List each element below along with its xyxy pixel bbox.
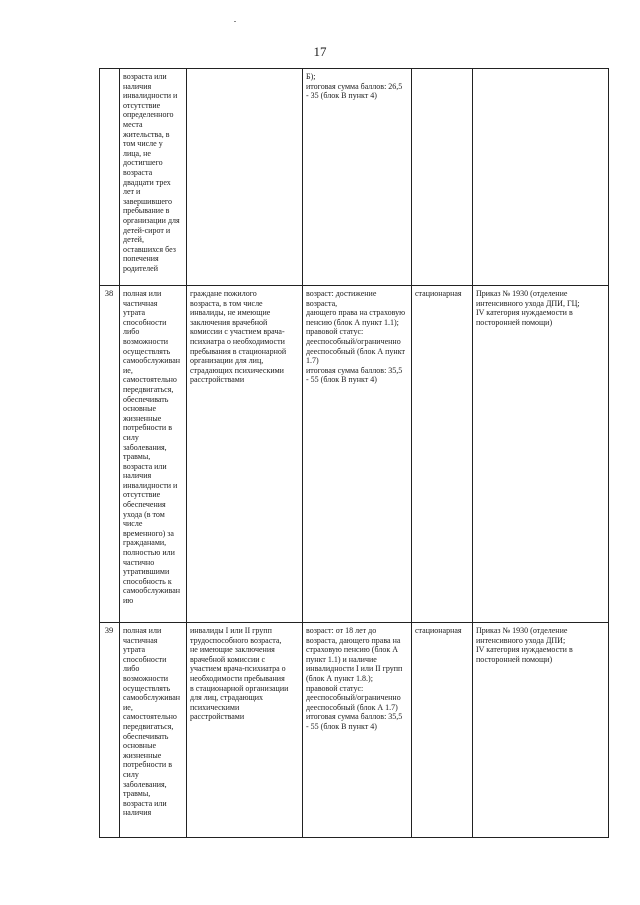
- row-number: 38: [100, 286, 120, 623]
- scan-speck: [234, 21, 236, 22]
- table-row: [100, 286, 609, 623]
- page-number: 17: [313, 44, 327, 59]
- table-row: [100, 623, 609, 838]
- category-cell: граждане пожилого возраста, в том числе инвалиды, не имеющие заключения врачебной комиссии с участием врача- психиатра о необходимости пребывания в стационарной организации для лиц, страдающих психическими расстройствами: [187, 286, 303, 623]
- category-cell: [187, 69, 303, 286]
- form-cell: стационарная: [412, 286, 473, 623]
- form-cell: стационарная: [412, 623, 473, 838]
- category-cell: инвалиды I или II групп трудоспособного возраста, не имеющие заключения врачебной комиссии с участием врача-психиатра о необходимости пребывания в стационарной организации для лиц, страдающих психическими расстройствами: [187, 623, 303, 838]
- criterion-cell: полная или частичная утрата способности либо возможности осуществлять самообслуживан ие, самостоятельно передвигаться, обеспечивать основные жизненные потребности в силу заболевания, травмы, возраста или наличия: [120, 623, 187, 838]
- criterion-cell: возраста или наличия инвалидности и отсутствие определенного места жительства, в том числе у лица, не достигшего возраста двадцати трех лет и завершившего пребывание в организации для детей-сирот и детей, оставшихся без попечения родителей: [120, 69, 187, 286]
- reference-cell: Приказ № 1930 (отделение интенсивного ухода ДПИ; IV категория нуждаемости в посторонней помощи): [473, 623, 609, 838]
- criterion-cell: полная или частичная утрата способности либо возможности осуществлять самообслуживан ие, самостоятельно передвигаться, обеспечивать основные жизненные потребности в силу заболевания, травмы, возраста или наличия инвалидности и отсутствие обеспечения ухода (в том числе временного) за гражданами, полностью или частично утратившими способность к самообслуживан ию: [120, 286, 187, 623]
- conditions-cell: возраст: от 18 лет до возраста, дающего права на страховую пенсию (блок А пункт 1.1) и наличие инвалидности I или II групп (блок А пункт 1.8.); правовой статус: дееспособный/ограниченно дееспособный (блок А 1.7) итоговая сумма баллов: 35,5 - 55 (блок В пункт 4): [303, 623, 412, 838]
- row-number: [100, 69, 120, 286]
- criteria-table: [99, 68, 609, 838]
- row-number: 39: [100, 623, 120, 838]
- conditions-cell: Б); итоговая сумма баллов: 26,5 - 35 (блок В пункт 4): [303, 69, 412, 286]
- conditions-cell: возраст: достижение возраста, дающего права на страховую пенсию (блок А пункт 1.1); правовой статус: дееспособный/ограниченно дееспособный (блок А пункт 1.7) итоговая сумма баллов: 35,5 - 55 (блок В пункт 4): [303, 286, 412, 623]
- reference-cell: [473, 69, 609, 286]
- form-cell: [412, 69, 473, 286]
- reference-cell: Приказ № 1930 (отделение интенсивного ухода ДПИ, ГЦ; IV категория нуждаемости в посторонней помощи): [473, 286, 609, 623]
- table-row: [100, 69, 609, 286]
